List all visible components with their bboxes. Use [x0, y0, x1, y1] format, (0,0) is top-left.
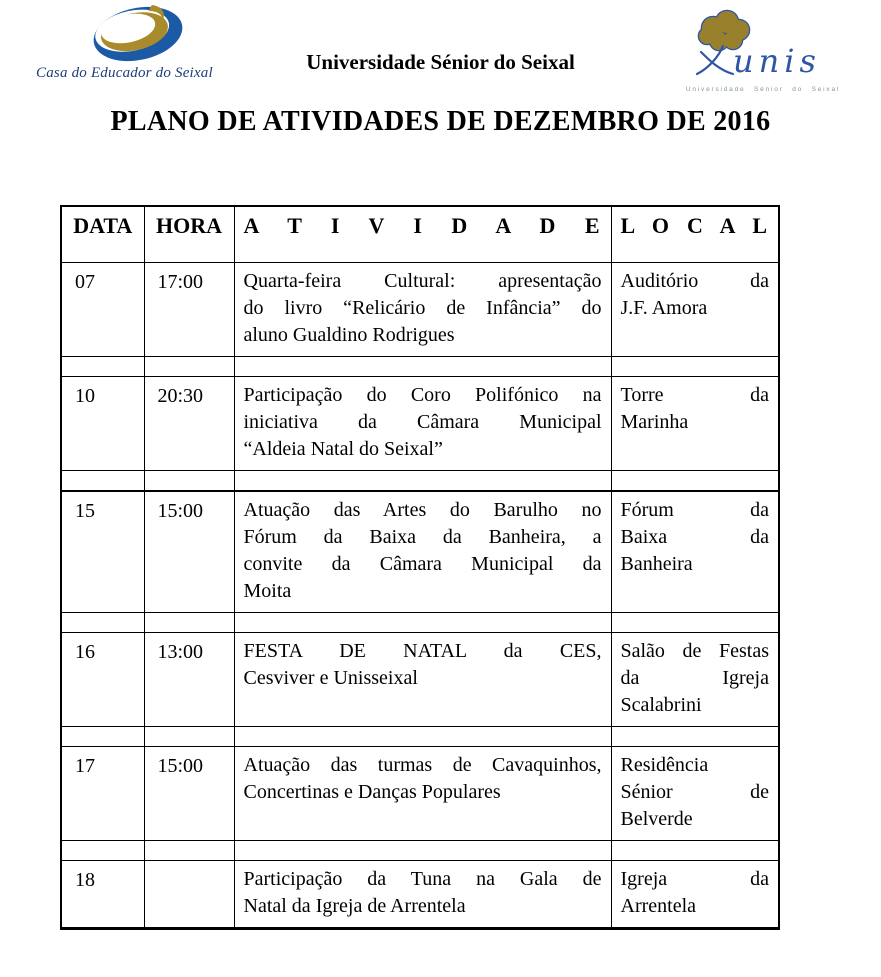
cell-time: 15:00: [144, 491, 234, 613]
cell-date: 16: [61, 633, 144, 727]
cell-time: [144, 861, 234, 929]
local-line: Marinha: [620, 411, 689, 433]
column-header-data: DATA: [61, 206, 144, 263]
cell-date: 17: [61, 747, 144, 841]
local-line: Sénior de: [620, 781, 769, 803]
schedule-table: [60, 205, 780, 930]
activity-line: Cesviver e Unisseixal: [243, 667, 418, 689]
schedule-table-body: [61, 263, 779, 929]
schedule-row: [61, 747, 779, 841]
activity-line: Atuação das Artes do Barulho no: [243, 499, 602, 521]
cell-date: 10: [61, 377, 144, 471]
activity-line: Moita: [243, 580, 292, 602]
unis-script-text: unis: [733, 42, 821, 80]
cell-time: 17:00: [144, 263, 234, 357]
schedule-table-wrap: [60, 205, 780, 930]
activity-line: FESTA DE NATAL da CES,: [243, 640, 602, 662]
activity-line: Atuação das turmas de Cavaquinhos,: [243, 754, 602, 776]
local-line: Residência: [620, 754, 709, 776]
cell-local: [611, 861, 779, 929]
spacer-row: [61, 727, 779, 747]
cell-local: [611, 747, 779, 841]
page-title: PLANO DE ATIVIDADES DE DEZEMBRO DE 2016: [110, 106, 771, 137]
cell-local: [611, 377, 779, 471]
cell-activity: [234, 633, 611, 727]
unis-logo-caption: Universidade Sénior do Seixal: [685, 86, 841, 93]
spacer-row: [61, 471, 779, 492]
activity-line: Natal da Igreja de Arrentela: [243, 895, 466, 917]
local-line: da Igreja: [620, 667, 769, 689]
cell-date: 15: [61, 491, 144, 613]
activity-line: iniciativa da Câmara Municipal: [243, 411, 602, 433]
cell-time: 13:00: [144, 633, 234, 727]
activity-line: convite da Câmara Municipal da: [243, 553, 602, 575]
local-line: Baixa da: [620, 526, 769, 548]
cell-activity: [234, 861, 611, 929]
unis-tree-icon: [683, 6, 843, 80]
activity-line: Quarta-feira Cultural: apresentação: [243, 270, 602, 292]
schedule-header-row: [61, 206, 779, 263]
cell-activity: [234, 377, 611, 471]
schedule-row: [61, 491, 779, 613]
local-line: Torre da: [620, 384, 769, 406]
cell-date: 07: [61, 263, 144, 357]
activity-line: Participação do Coro Polifónico na: [243, 384, 602, 406]
unis-logo: [683, 6, 843, 93]
cell-time: 15:00: [144, 747, 234, 841]
cell-date: 18: [61, 861, 144, 929]
local-line: Fórum da: [620, 499, 769, 521]
cell-activity: [234, 491, 611, 613]
column-header-local: L O C A L: [611, 206, 779, 263]
local-line: Arrentela: [620, 895, 697, 917]
schedule-row: [61, 263, 779, 357]
column-header-atividade: A T I V I D A D E: [234, 206, 611, 263]
casa-logo-caption: Casa do Educador do Seixal: [36, 65, 213, 81]
activity-line: “Aldeia Natal do Seixal”: [243, 438, 443, 460]
local-line: Auditório da: [620, 270, 769, 292]
local-line: Igreja da: [620, 868, 769, 890]
schedule-row: [61, 861, 779, 929]
activity-line: Fórum da Baixa da Banheira, a: [243, 526, 602, 548]
cell-time: 20:30: [144, 377, 234, 471]
schedule-row: [61, 377, 779, 471]
activity-line: Participação da Tuna na Gala de: [243, 868, 602, 890]
column-header-hora: HORA: [144, 206, 234, 263]
activity-line: do livro “Relicário de Infância” do: [243, 297, 602, 319]
schedule-row: [61, 633, 779, 727]
spacer-row: [61, 841, 779, 861]
cell-local: [611, 491, 779, 613]
university-title: Universidade Sénior do Seixal: [306, 50, 575, 74]
local-line: Banheira: [620, 553, 693, 575]
spacer-row: [61, 357, 779, 377]
cell-activity: [234, 263, 611, 357]
local-line: Salão de Festas: [620, 640, 769, 662]
cell-activity: [234, 747, 611, 841]
local-line: Belverde: [620, 808, 693, 830]
spacer-row: [61, 613, 779, 633]
cell-local: [611, 263, 779, 357]
activity-line: aluno Gualdino Rodrigues: [243, 324, 455, 346]
activity-line: Concertinas e Danças Populares: [243, 781, 501, 803]
local-line: J.F. Amora: [620, 297, 708, 319]
local-line: Scalabrini: [620, 694, 702, 716]
cell-local: [611, 633, 779, 727]
